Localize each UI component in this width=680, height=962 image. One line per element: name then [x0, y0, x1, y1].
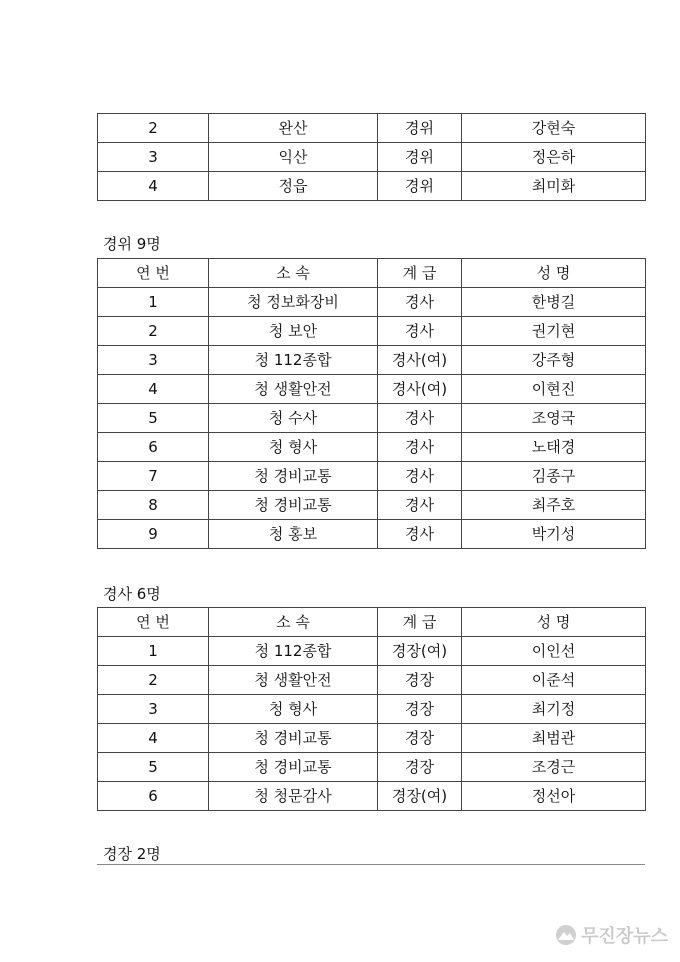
header-cell: 소 속 — [209, 259, 378, 288]
header-cell: 연 번 — [98, 608, 209, 637]
table-cell: 박기성 — [462, 520, 646, 549]
table-row — [98, 724, 646, 753]
table-cell: 2 — [98, 114, 209, 143]
table-continued-body — [98, 114, 646, 201]
table-row — [98, 637, 646, 666]
watermark — [555, 922, 668, 948]
header-cell: 성 명 — [462, 259, 646, 288]
section-title-gyeongsa: 경사 6명 — [103, 585, 161, 603]
table-row — [98, 375, 646, 404]
header-cell: 소 속 — [209, 608, 378, 637]
table-cell: 조경근 — [462, 753, 646, 782]
table-cell: 경사(여) — [378, 346, 462, 375]
table-row — [98, 317, 646, 346]
table-cell: 경사 — [378, 462, 462, 491]
table-cell: 청 생활안전 — [209, 666, 378, 695]
table-cell: 7 — [98, 462, 209, 491]
table-cell: 청 정보화장비 — [209, 288, 378, 317]
table-cell: 경장 — [378, 666, 462, 695]
table-cell: 6 — [98, 433, 209, 462]
table-gyeongsa — [97, 607, 646, 811]
table-row — [98, 753, 646, 782]
table-cell: 최범관 — [462, 724, 646, 753]
table-row — [98, 172, 646, 201]
table-cell: 청 경비교통 — [209, 724, 378, 753]
table-cell: 한병길 — [462, 288, 646, 317]
table-cell: 3 — [98, 695, 209, 724]
table-row — [98, 143, 646, 172]
table-cell: 강현숙 — [462, 114, 646, 143]
table-row — [98, 114, 646, 143]
table-cell: 청 청문감사 — [209, 782, 378, 811]
table-cell: 8 — [98, 491, 209, 520]
table-cell: 경사 — [378, 433, 462, 462]
table-cell: 경사 — [378, 520, 462, 549]
table-row — [98, 695, 646, 724]
table-cell: 1 — [98, 288, 209, 317]
table-cell: 이준석 — [462, 666, 646, 695]
table-cell: 경위 — [378, 143, 462, 172]
table-row — [98, 520, 646, 549]
table-cell: 청 형사 — [209, 695, 378, 724]
table-cell: 청 홍보 — [209, 520, 378, 549]
table-cell: 최기정 — [462, 695, 646, 724]
table-cell: 정읍 — [209, 172, 378, 201]
table-gyeongsa-body — [98, 637, 646, 811]
watermark-text: 무진장뉴스 — [581, 926, 668, 947]
table-cell: 2 — [98, 317, 209, 346]
table-cell: 경장(여) — [378, 637, 462, 666]
table-cell: 4 — [98, 172, 209, 201]
section-title-gyeongjang: 경장 2명 — [103, 845, 161, 863]
table-cell: 정은하 — [462, 143, 646, 172]
table-cell: 권기현 — [462, 317, 646, 346]
table-gyeongsa-header — [98, 608, 646, 637]
table-row — [98, 404, 646, 433]
table-cell: 경장(여) — [378, 782, 462, 811]
table-row — [98, 346, 646, 375]
table-gyeongwi-body — [98, 288, 646, 549]
table-cell: 김종구 — [462, 462, 646, 491]
table-gyeongwi-header — [98, 259, 646, 288]
table-cell: 이인선 — [462, 637, 646, 666]
table-row — [98, 462, 646, 491]
header-row — [98, 259, 646, 288]
table-cell: 경위 — [378, 172, 462, 201]
table-cell: 경위 — [378, 114, 462, 143]
table-cell: 청 생활안전 — [209, 375, 378, 404]
header-row — [98, 608, 646, 637]
table-cell: 정선아 — [462, 782, 646, 811]
table-cell: 경사(여) — [378, 375, 462, 404]
table-continued — [97, 113, 646, 201]
table-cell: 경장 — [378, 695, 462, 724]
table-cell: 청 경비교통 — [209, 462, 378, 491]
table-cell: 최주호 — [462, 491, 646, 520]
table-cell: 청 수사 — [209, 404, 378, 433]
header-cell: 성 명 — [462, 608, 646, 637]
header-cell: 연 번 — [98, 259, 209, 288]
table-cell: 3 — [98, 346, 209, 375]
table-cell: 5 — [98, 753, 209, 782]
table-gyeongwi — [97, 258, 646, 549]
table-cell: 강주형 — [462, 346, 646, 375]
table-cell: 익산 — [209, 143, 378, 172]
table-cell: 경사 — [378, 288, 462, 317]
mountain-logo-icon — [555, 924, 577, 946]
table-cell: 청 112종합 — [209, 637, 378, 666]
table-row — [98, 288, 646, 317]
table-cell: 2 — [98, 666, 209, 695]
table-cell: 6 — [98, 782, 209, 811]
table-cell: 청 보안 — [209, 317, 378, 346]
table-cell: 노태경 — [462, 433, 646, 462]
table-cell: 3 — [98, 143, 209, 172]
table-cell: 청 경비교통 — [209, 491, 378, 520]
table-cell: 청 경비교통 — [209, 753, 378, 782]
table-cell: 청 형사 — [209, 433, 378, 462]
table-cell: 9 — [98, 520, 209, 549]
table-cell: 4 — [98, 375, 209, 404]
divider — [97, 864, 645, 865]
table-cell: 조영국 — [462, 404, 646, 433]
table-cell: 4 — [98, 724, 209, 753]
table-cell: 경장 — [378, 724, 462, 753]
table-row — [98, 666, 646, 695]
table-row — [98, 782, 646, 811]
table-cell: 1 — [98, 637, 209, 666]
table-cell: 경사 — [378, 404, 462, 433]
table-row — [98, 433, 646, 462]
table-cell: 경사 — [378, 317, 462, 346]
table-cell: 청 112종합 — [209, 346, 378, 375]
header-cell: 계 급 — [378, 259, 462, 288]
section-title-gyeongwi: 경위 9명 — [103, 235, 161, 253]
table-cell: 이현진 — [462, 375, 646, 404]
table-cell: 경사 — [378, 491, 462, 520]
table-cell: 5 — [98, 404, 209, 433]
table-cell: 최미화 — [462, 172, 646, 201]
header-cell: 계 급 — [378, 608, 462, 637]
table-cell: 경장 — [378, 753, 462, 782]
table-row — [98, 491, 646, 520]
table-cell: 완산 — [209, 114, 378, 143]
